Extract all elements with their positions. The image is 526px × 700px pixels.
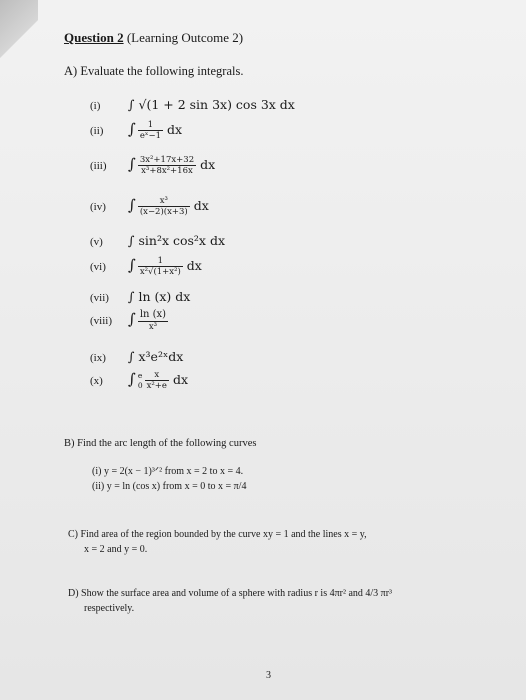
fraction-numerator: 1 — [157, 255, 164, 266]
integral-item-x: (x) ∫ e 0 $\frac{x}{\text{x²+e}}$ dx — [90, 369, 189, 391]
integral-expression: ∫ sin²x cos²x dx — [128, 233, 226, 248]
section-a-heading: A) Evaluate the following integrals. — [64, 64, 244, 78]
fraction-denominator: (x−2)(x+3) — [139, 207, 188, 217]
fraction-denominator: x³ — [138, 321, 168, 332]
section-d-line-2: respectively. — [84, 603, 135, 614]
integral-item-viii: (viii) ∫ $\frac{\ln (x)}{\text{x³}}$ — [90, 309, 167, 332]
question-title — [64, 30, 243, 46]
question-number: Question 2 — [64, 30, 124, 45]
item-label: (v) — [90, 236, 103, 248]
differential: dx — [172, 372, 189, 387]
item-label: (ix) — [90, 352, 106, 364]
integral-expression: ∫ √(1 + 2 sin 3x) cos 3x dx — [128, 97, 295, 112]
section-b-item-1: (i) y = 2(x − 1)³ᐟ² from x = 2 to x = 4. — [92, 466, 244, 477]
section-b-item-2: (ii) y = ln (cos x) from x = 0 to x = π/4 — [92, 481, 247, 492]
item-label: (iii) — [90, 160, 107, 172]
item-label: (i) — [90, 100, 101, 112]
section-b-heading: B) Find the arc length of the following curves — [64, 438, 257, 449]
item-label: (vi) — [90, 261, 106, 273]
fraction-denominator: x²+e — [146, 381, 167, 391]
differential: dx — [200, 157, 216, 172]
item-label: (ii) — [90, 125, 104, 137]
fraction-numerator: 3x²+17x+32 — [139, 154, 195, 165]
integral-item-vii — [90, 288, 190, 306]
integral-expression: ∫ ln (x) dx — [128, 289, 191, 304]
photo-shadow-corner — [0, 0, 38, 58]
differential: dx — [186, 258, 202, 273]
item-label: (viii) — [90, 315, 112, 328]
section-d-line-1: D) Show the surface area and volume of a sphere with radius r is 4πr² and 4/3 πr³ — [68, 588, 393, 599]
learning-outcome: (Learning Outcome 2) — [126, 30, 244, 45]
integral-item-ii: (ii) ∫ $\frac{1}{\text{eˣ−1}}$ dx — [90, 119, 183, 141]
fraction-numerator: x — [154, 369, 160, 380]
fraction-denominator: x²√(1+x²) — [139, 267, 181, 277]
fraction-numerator: x³ — [159, 195, 168, 206]
page-number: 3 — [266, 670, 271, 681]
differential: dx — [193, 198, 209, 213]
fraction-numerator: ln (x) — [139, 309, 167, 320]
integral-item-v — [90, 232, 225, 250]
differential: dx — [166, 122, 183, 137]
fraction-denominator: x³+8x²+16x — [138, 165, 196, 176]
integral-item-i — [90, 96, 295, 114]
fraction-numerator: 1 — [147, 119, 154, 130]
integral-item-vi: (vi) ∫ $\frac{1}{\text{x²√(1+x²)}}$ dx — [90, 255, 202, 277]
section-c-line-1: C) Find area of the region bounded by the curve xy = 1 and the lines x = y, — [68, 529, 367, 540]
item-label: (vii) — [90, 292, 109, 304]
integral-item-iii: (iii) ∫ $\frac{\text{3x²+17x+32}}{\text{x³+8x²+16x}}$ dx — [90, 154, 216, 176]
item-label: (x) — [90, 375, 103, 387]
item-label: (iv) — [90, 201, 106, 213]
fraction-denominator: eˣ−1 — [139, 131, 161, 141]
section-c-line-2: x = 2 and y = 0. — [84, 544, 148, 555]
integral-expression: ∫ x³e²ˣdx — [128, 349, 184, 364]
integral-item-iv: (iv) ∫ $\frac{\text{x³}}{(x-2)(x+3)}$ dx — [90, 195, 209, 217]
integral-item-ix — [90, 348, 183, 366]
